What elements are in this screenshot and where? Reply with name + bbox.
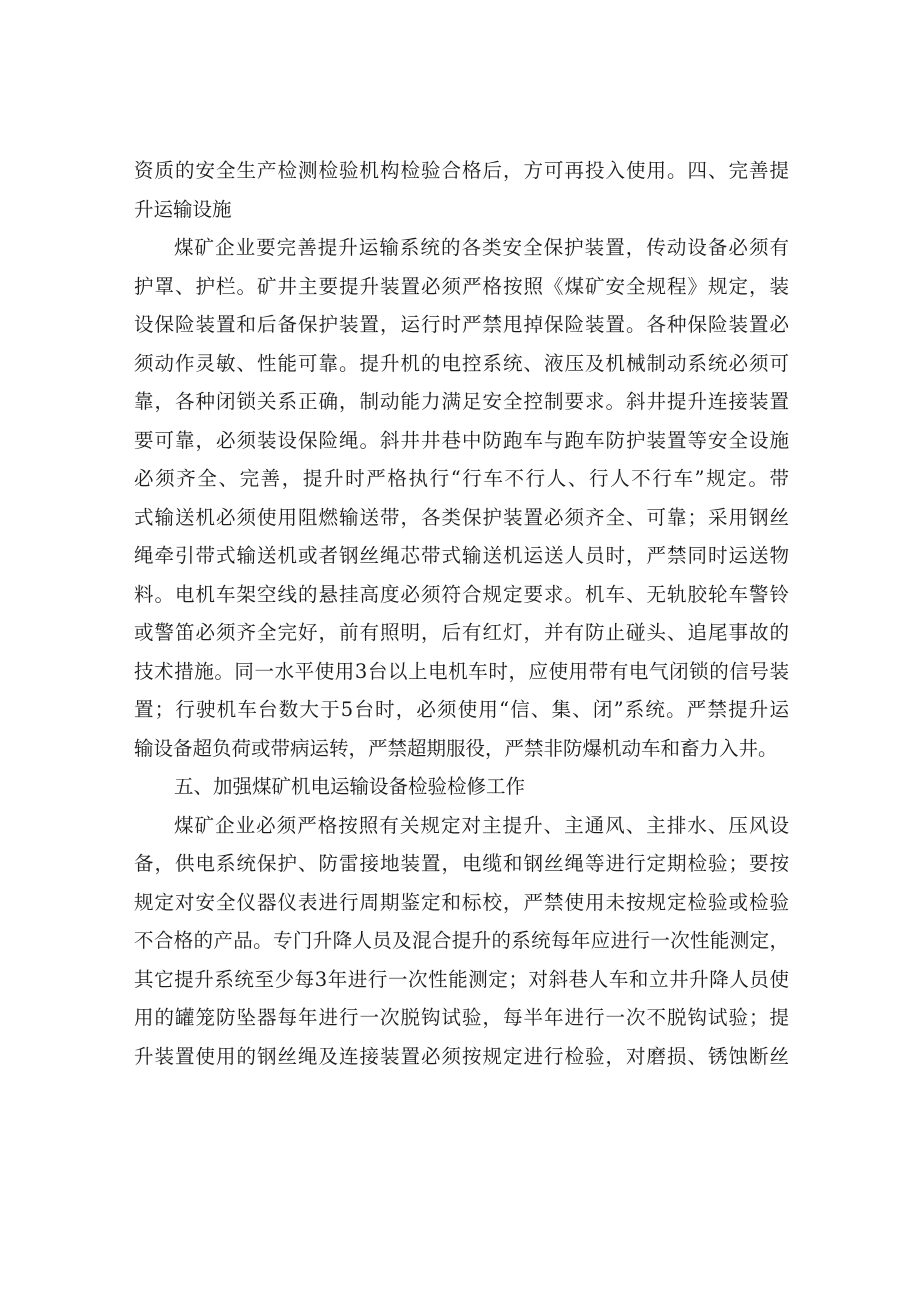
- text-line: 靠，各种闭锁关系正确，制动能力满足安全控制要求。斜井提升连接装置: [134, 390, 789, 413]
- text-line: 输设备超负荷或带病运转，严禁超期服役，严禁非防爆机动车和畜力入井。: [134, 736, 778, 760]
- text-line: 升运输设施: [134, 197, 232, 221]
- text-line: 护罩、护栏。矿井主要提升装置必须严格按照《煤矿安全规程》规定，装: [134, 274, 789, 298]
- text-line: 技术措施。同一水平使用3台以上电机车时，应使用带有电气闭锁的信号装: [134, 659, 789, 683]
- text-line: 必须齐全、完善，提升时严格执行“行车不行人、行人不行车”规定。带: [134, 467, 789, 490]
- text-line: 其它提升系统至少每3年进行一次性能测定；对斜巷人车和立井升降人员使: [134, 967, 789, 991]
- paragraph-continuation: [134, 152, 789, 229]
- text-line: 资质的安全生产检测检验机构检验合格后，方可再投入使用。四、完善提: [134, 159, 789, 182]
- text-line: 规定对安全仪器仪表进行周期鉴定和标校，严禁使用未按规定检验或检验: [134, 890, 789, 914]
- text-line: 要可靠，必须装设保险绳。斜井井巷中防跑车与跑车防护装置等安全设施: [134, 428, 789, 452]
- text-line: 不合格的产品。专门升降人员及混合提升的系统每年应进行一次性能测定，: [134, 929, 789, 952]
- paragraph-transport-facilities: [134, 229, 789, 768]
- text-line: 煤矿企业必须严格按照有关规定对主提升、主通风、主排水、压风设: [174, 813, 789, 837]
- text-line: 煤矿企业要完善提升运输系统的各类安全保护装置，传动设备必须有: [174, 236, 789, 259]
- text-line: 备，供电系统保护、防雷接地装置，电缆和钢丝绳等进行定期检验；要按: [134, 852, 789, 875]
- text-line: 或警笛必须齐全完好，前有照明，后有红灯，并有防止碰头、追尾事故的: [134, 621, 789, 644]
- text-line: 置；行驶机车台数大于5台时，必须使用“信、集、闭”系统。严禁提升运: [134, 698, 789, 721]
- text-line: 料。电机车架空线的悬挂高度必须符合规定要求。机车、无轨胶轮车警铃: [134, 582, 789, 606]
- text-line: 升装置使用的钢丝绳及连接装置必须按规定进行检验，对磨损、锈蚀断丝: [134, 1044, 789, 1068]
- text-line: 绳牵引带式输送机或者钢丝绳芯带式输送机运送人员时，严禁同时运送物: [134, 544, 789, 567]
- document-body: [134, 152, 789, 1076]
- text-line: 设保险装置和后备保护装置，运行时严禁甩掉保险装置。各种保险装置必: [134, 313, 789, 336]
- paragraph-inspection-maintenance: [134, 807, 789, 1077]
- text-line: 式输送机必须使用阻燃输送带，各类保护装置必须齐全、可靠；采用钢丝: [134, 505, 789, 529]
- section-heading: 五、加强煤矿机电运输设备检验检修工作: [174, 775, 526, 798]
- text-line: 须动作灵敏、性能可靠。提升机的电控系统、液压及机械制动系统必须可: [134, 351, 789, 375]
- text-line: 用的罐笼防坠器每年进行一次脱钩试验，每半年进行一次不脱钩试验；提: [134, 1006, 789, 1029]
